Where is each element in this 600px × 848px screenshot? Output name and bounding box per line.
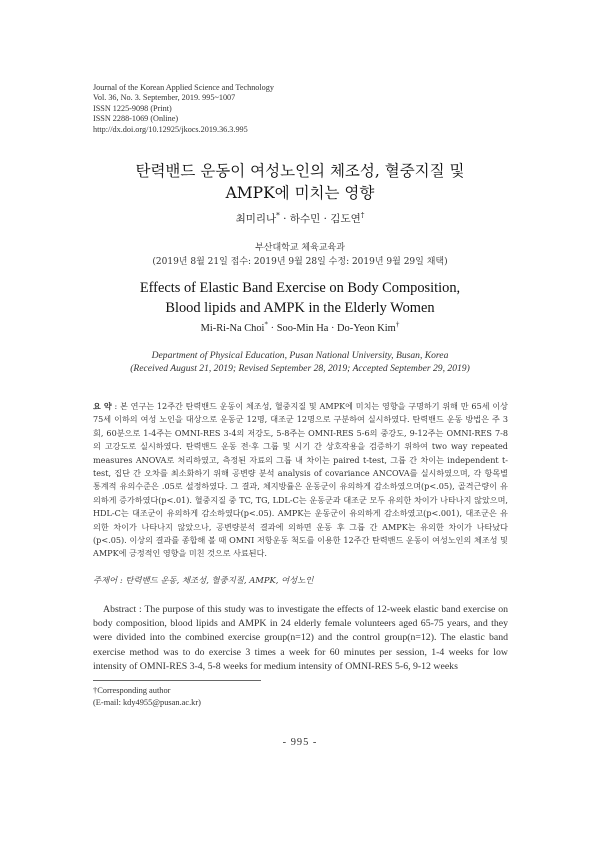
authors-english-rest: · Soo-Min Ha · Do-Yeon Kim bbox=[268, 323, 396, 334]
corresponding-email: (E-mail: kdy4955@pusan.ac.kr) bbox=[93, 698, 201, 707]
journal-name: Journal of the Korean Applied Science and Technology bbox=[93, 83, 274, 92]
abstract-english-label: Abstract bbox=[103, 604, 137, 615]
abstract-korean bbox=[93, 400, 508, 561]
author-korean-1: 최미리나 bbox=[235, 213, 277, 225]
abstract-english-text: : The purpose of this study was to investigate the effects of 12-week elastic band exercise on body composition, blood lipids and AMPK in 24 elderly female volunteers aged 65-75 years, and they were divided into the combined exercise group(n=12) and the control group(n=12). The elastic band exercise method was to do exercise 3 times a week for 60 minutes per session, 1-4 weeks for low intensity of OMNI-RES 3-4, 5-8 weeks for medium intensity of OMNI-RES 5-6, 9-12 weeks bbox=[93, 604, 508, 672]
dates-korean: (2019년 8월 21일 접수: 2019년 9월 28일 수정: 2019년 9월 29일 채택) bbox=[152, 257, 448, 267]
department-english: Department of Physical Education, Pusan National University, Busan, Korea bbox=[151, 350, 449, 361]
affiliation-korean bbox=[0, 241, 600, 269]
title-english-line2: Blood lipids and AMPK in the Elderly Women bbox=[165, 300, 435, 316]
dates-english: (Received August 21, 2019; Revised September 28, 2019; Accepted September 29, 2019) bbox=[130, 363, 470, 374]
issn-print: ISSN 1225-9098 (Print) bbox=[93, 103, 172, 113]
corresponding-mark-english: † bbox=[395, 320, 400, 329]
title-korean-line1: 탄력밴드 운동이 여성노인의 체조성, 혈중지질 및 bbox=[135, 162, 465, 180]
author-english-mark-1: * bbox=[264, 320, 269, 329]
title-korean bbox=[60, 160, 540, 204]
footnote-divider bbox=[93, 680, 261, 681]
journal-header bbox=[93, 83, 353, 135]
authors-english bbox=[0, 320, 600, 334]
author-korean-mark-1: * bbox=[276, 210, 280, 220]
corresponding-mark-korean: † bbox=[360, 210, 365, 220]
abstract-korean-label: 요 약 bbox=[93, 401, 112, 411]
footnote bbox=[93, 685, 201, 709]
abstract-korean-text: : 본 연구는 12주간 탄력밴드 운동이 체조성, 혈중지질 및 AMPK에 미치는 영향을 구명하기 위해 만 65세 이상 75세 이하의 여성 노인을 대상으로 운동군 12명, 대조군 12명으로 구분하여 실시하였다. 탄력밴드 운동 방법은 주 3회, 60분으로 1-4주는 OMNI-RES 3-4의 저강도, 5-8주는 OMNI-RES 5-6의 중강도, 9-12주는 OMNI-RES 7-8의 고강도로 실시하였다. 탄력밴드 운동 전·후 그룹 및 시기 간 상호작용을 검증하기 위하여 two way repeated measures ANOVA로 처리하였고, 측정된 자료의 그룹 내 차이는 paired t-test, 그룹 간 차이는 independent t-test, 집단 간 오차를 최소화하기 위해 공변량 분석 analysis of covariance ANCOVA를 실시하였으며, 각 항목별 통계적 유의수준은 .05로 설정하였다. 그 결과, 체지방률은 운동군이 유의하게 감소하였으며(p<.05), 골격근량이 유의하게 증가하였다(p<.01). 혈중지질 중 TC, TG, LDL-C는 운동군과 대조군 모두 유의한 차이가 나타나지 않았으며, HDL-C는 대조군이 유의하게 감소하였다(p<.05). AMPK는 운동군이 유의하게 감소하였고(p<.001), 대조군은 유의한 차이가 나타나지 않았으나, 공변량분석 결과에 의하면 운동 후 그룹 간 AMPK는 유의한 차이가 나타났다(p<.05). 이상의 결과를 종합해 볼 때 OMNI 저항운동 척도를 이용한 12주간 탄력밴드 운동이 여성노인의 체조성 및 AMPK에 긍정적인 영향을 미친 것으로 사료된다. bbox=[93, 401, 508, 559]
affiliation-english bbox=[0, 349, 600, 375]
issn-online: ISSN 2288-1069 (Online) bbox=[93, 114, 179, 124]
department-korean: 부산대학교 체육교육과 bbox=[255, 243, 345, 253]
title-english bbox=[60, 278, 540, 318]
title-english-line1: Effects of Elastic Band Exercise on Body Composition, bbox=[139, 280, 461, 296]
author-english-1: Mi-Ri-Na Choi bbox=[200, 323, 265, 334]
corresponding-author-note: †Corresponding author bbox=[93, 686, 171, 695]
abstract-english bbox=[93, 603, 508, 674]
authors-korean-rest: · 하수민 · 김도연 bbox=[279, 213, 361, 225]
page-number: - 995 - bbox=[282, 737, 318, 748]
title-korean-line2: AMPK에 미치는 영향 bbox=[225, 184, 375, 202]
keywords-korean: 주제어 : 탄력밴드 운동, 체조성, 혈중지질, AMPK, 여성노인 bbox=[93, 575, 314, 585]
journal-volume: Vol. 36, No. 3. September, 2019. 995~1007 bbox=[93, 93, 236, 103]
authors-korean bbox=[0, 211, 600, 226]
doi-link[interactable]: http://dx.doi.org/10.12925/jkocs.2019.36.3.995 bbox=[93, 124, 248, 134]
